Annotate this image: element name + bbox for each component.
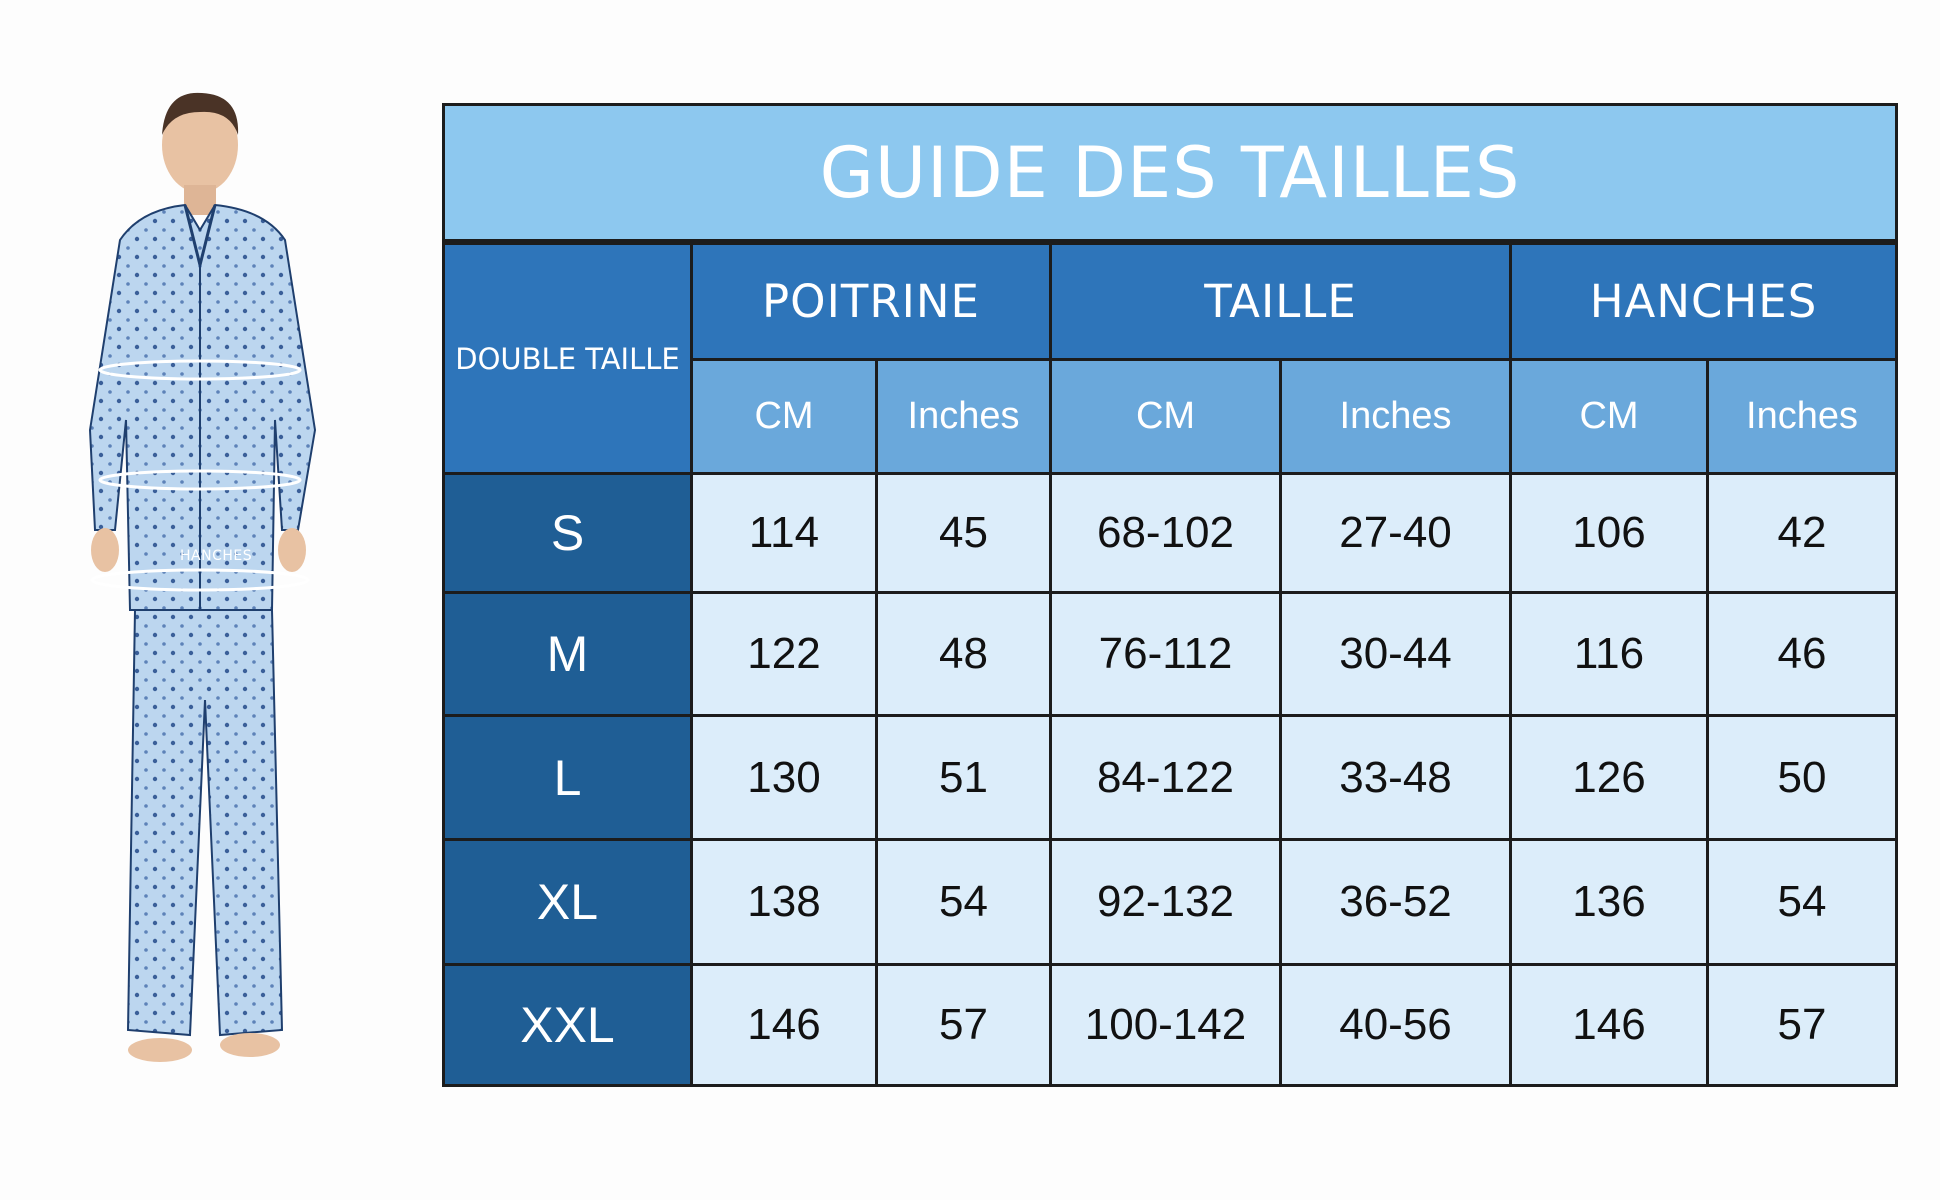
unit-header-3: Inches [1282,361,1509,472]
measurement-cell: 114 [693,475,875,591]
measurement-cell: 50 [1709,717,1895,838]
measurement-cell: 40-56 [1282,966,1509,1084]
unit-header-2: CM [1052,361,1279,472]
measurement-cell: 30-44 [1282,594,1509,714]
measurement-cell: 68-102 [1052,475,1279,591]
size-label: XXL [445,966,690,1084]
measurement-cell: 126 [1512,717,1706,838]
measurement-cell: 84-122 [1052,717,1279,838]
unit-header-1: Inches [878,361,1049,472]
hips-measure-label: HANCHES [180,548,253,564]
measurement-cell: 100-142 [1052,966,1279,1084]
size-label: S [445,475,690,591]
group-header-waist: TAILLE [1052,245,1509,358]
pajama-model-illustration [60,90,390,1080]
size-label: M [445,594,690,714]
size-label: L [445,717,690,838]
measurement-cell: 54 [1709,841,1895,963]
model-figure [60,90,390,1080]
table-title: GUIDE DES TAILLES [445,106,1895,242]
measurement-cell: 136 [1512,841,1706,963]
measurement-cell: 106 [1512,475,1706,591]
measurement-cell: 116 [1512,594,1706,714]
measurement-cell: 76-112 [1052,594,1279,714]
measurement-cell: 48 [878,594,1049,714]
unit-header-4: CM [1512,361,1706,472]
measurement-cell: 146 [1512,966,1706,1084]
size-label: XL [445,841,690,963]
measurement-cell: 130 [693,717,875,838]
measurement-cell: 57 [878,966,1049,1084]
measurement-cell: 54 [878,841,1049,963]
size-column-header: DOUBLE TAILLE [445,245,690,472]
measurement-cell: 57 [1709,966,1895,1084]
group-header-hips: HANCHES [1512,245,1895,358]
measurement-cell: 122 [693,594,875,714]
measurement-cell: 27-40 [1282,475,1509,591]
measurement-cell: 45 [878,475,1049,591]
measurement-cell: 46 [1709,594,1895,714]
unit-header-5: Inches [1709,361,1895,472]
group-header-chest: POITRINE [693,245,1049,358]
measurement-cell: 33-48 [1282,717,1509,838]
size-guide-table [442,103,1898,1087]
measurement-cell: 92-132 [1052,841,1279,963]
measurement-cell: 138 [693,841,875,963]
unit-header-0: CM [693,361,875,472]
measurement-cell: 36-52 [1282,841,1509,963]
measurement-cell: 42 [1709,475,1895,591]
measurement-cell: 51 [878,717,1049,838]
measurement-cell: 146 [693,966,875,1084]
